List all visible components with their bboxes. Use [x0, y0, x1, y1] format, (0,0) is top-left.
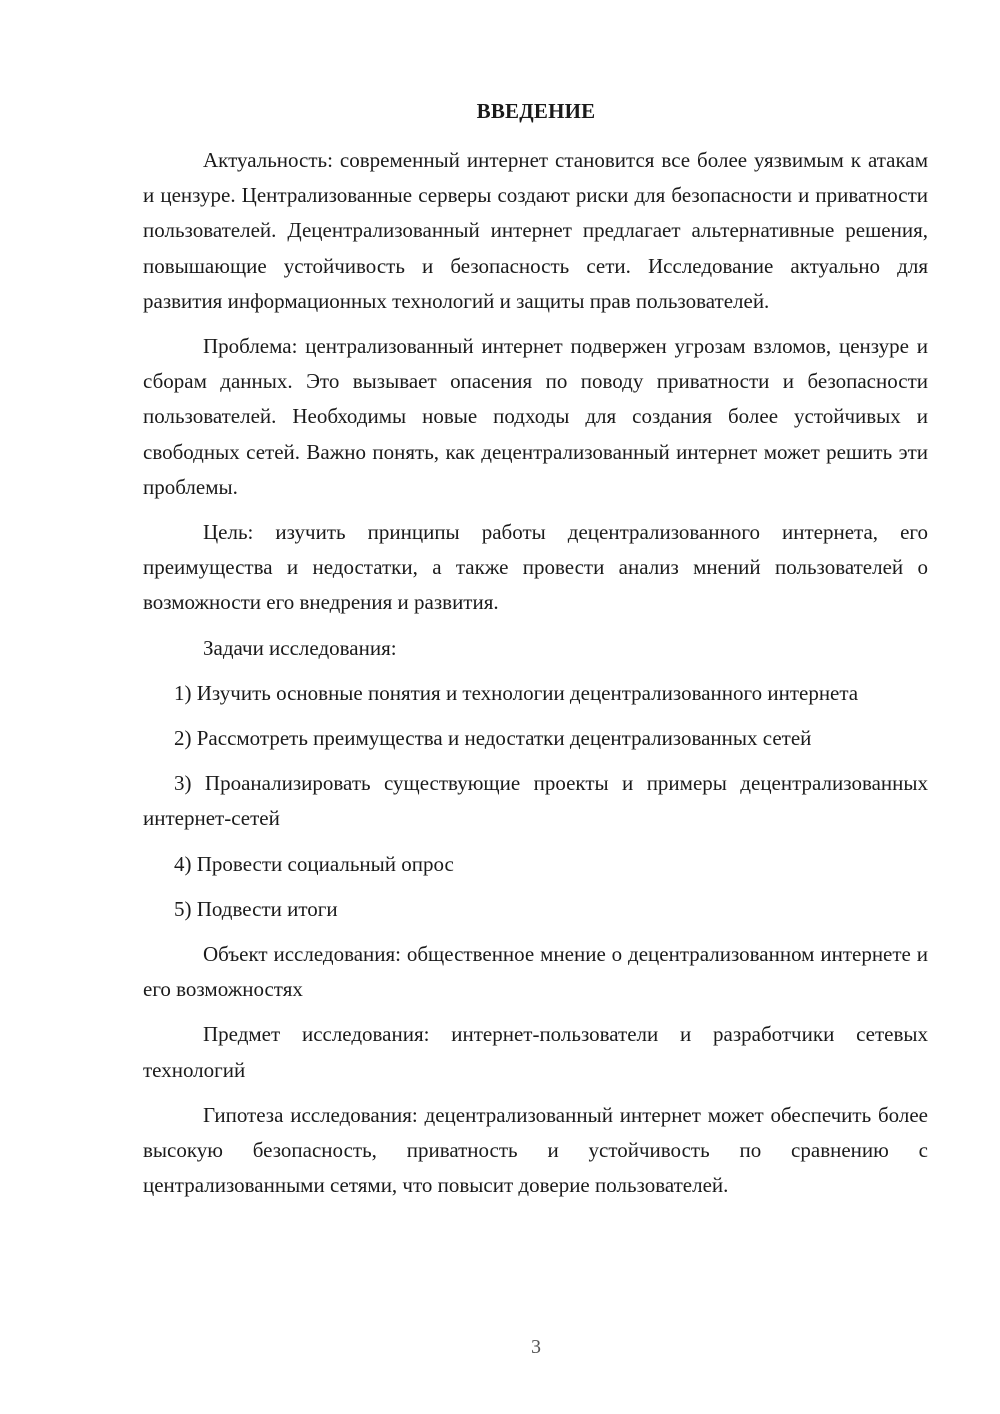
- paragraph-object: Объект исследования: общественное мнение о децентрализованном интернете и его возможностях: [143, 942, 928, 1002]
- paragraph-problem: Проблема: централизованный интернет подвержен угрозам взломов, цензуре и сборам данных. Это вызывает опасения по поводу приватности и безопасности пользователей. Необходимы новые подходы для создания более устойчивых и свободных сетей. Важно понять, как децентрализованный интернет может решить эти проблемы.: [143, 334, 928, 499]
- body-text: [143, 143, 928, 1213]
- task-item-3: 3) Проанализировать существующие проекты и примеры децентрализованных интернет-сетей: [143, 771, 928, 831]
- paragraph-subject: Предмет исследования: интернет-пользователи и разработчики сетевых технологий: [143, 1022, 928, 1082]
- task-item-1: 1) Изучить основные понятия и технологии децентрализованного интернета: [174, 680, 859, 705]
- task-item-2: 2) Рассмотреть преимущества и недостатки децентрализованных сетей: [174, 726, 812, 751]
- paragraph-hypothesis: Гипотеза исследования: децентрализованный интернет может обеспечить более высокую безопасность, приватность и устойчивость по сравнению с централизованными сетями, что повысит доверие пользователей.: [143, 1102, 928, 1198]
- paragraph-goal: Цель: изучить принципы работы децентрализованного интернета, его преимущества и недостатки, а также провести анализ мнений пользователей о возможности его внедрения и развития.: [143, 520, 928, 615]
- task-item-4: 4) Провести социальный опрос: [174, 851, 454, 876]
- paragraph-tasks-heading: Задачи исследования:: [203, 635, 397, 660]
- task-item-5: 5) Подвести итоги: [174, 896, 338, 921]
- paragraph-relevance: Актуальность: современный интернет становится все более уязвимым к атакам и цензуре. Централизованные серверы создают риски для безопасности и приватности пользователей. Децентрализованный интернет предлагает альтернативные решения, повышающие устойчивость и безопасность сети. Исследование актуально для развития информационных технологий и защиты прав пользователей.: [143, 148, 928, 313]
- section-title: ВВЕДЕНИЕ: [476, 99, 596, 123]
- page-number: 3: [531, 1336, 541, 1358]
